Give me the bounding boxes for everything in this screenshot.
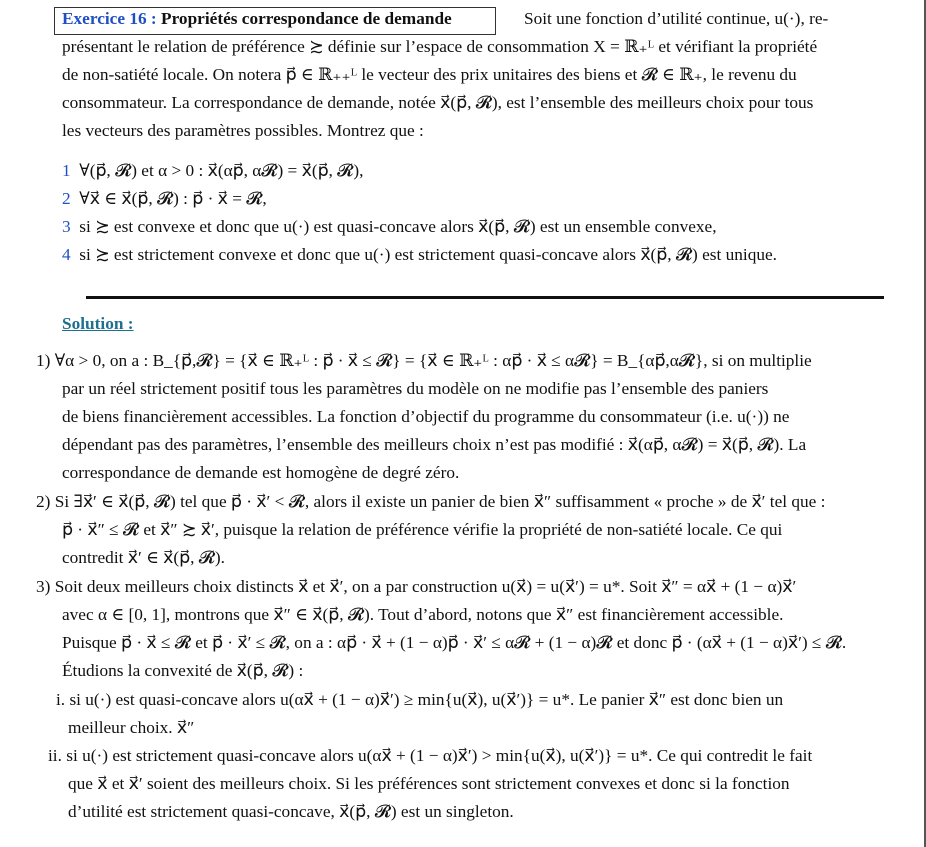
list-item-3: [62, 213, 717, 241]
solution-sub-i-line-1: meilleur choix. x⃗″: [68, 718, 195, 737]
list-item-4: [62, 241, 777, 269]
solution-sub-ii-line-1: que x⃗ et x⃗′ soient des meilleurs choix. Si les préférences sont strictement convexes et donc si la fonction: [68, 774, 790, 793]
solution-p3-line-2: Puisque p⃗ · x⃗ ≤ 𝓡 et p⃗ · x⃗′ ≤ 𝓡, on a : αp⃗ · x⃗ + (1 − α)p⃗ · x⃗′ ≤ α𝓡 + (1 − α)𝓡 et donc p⃗ · (αx⃗ + (1 − α)x⃗′) ≤ 𝓡.: [62, 633, 847, 652]
solution-heading: Solution :: [62, 314, 134, 333]
solution-p2-line-2: contredit x⃗′ ∈ x⃗(p⃗, 𝓡).: [62, 548, 225, 567]
exercise-title: [62, 5, 452, 33]
solution-p1-line-0: 1) ∀α > 0, on a : B_{p⃗,𝓡} = {x⃗ ∈ ℝ₊ᴸ : p⃗ · x⃗ ≤ 𝓡} = {x⃗ ∈ ℝ₊ᴸ : αp⃗ · x⃗ ≤ α𝓡} = B_{αp⃗,α𝓡}, si on multiplie: [36, 351, 812, 370]
intro-line-3: consommateur. La correspondance de demande, notée x⃗(p⃗, 𝓡), est l’ensemble des meilleurs choix pour tous: [62, 93, 814, 112]
item-number: 1: [62, 161, 71, 180]
list-item-2: [62, 185, 267, 213]
solution-p3-line-0: 3) Soit deux meilleurs choix distincts x⃗ et x⃗′, on a par construction u(x⃗) = u(x⃗′) = u*. Soit x⃗″ = αx⃗ + (1 − α)x⃗′: [36, 577, 797, 596]
separator-rule: [86, 296, 884, 299]
exercise-title-text: Propriétés correspondance de demande: [161, 9, 452, 28]
intro-line-0: Soit une fonction d’utilité continue, u(·), re-: [524, 9, 829, 28]
solution-p1-line-3: dépendant pas des paramètres, l’ensemble des meilleurs choix n’est pas modifié : x⃗(αp⃗, α𝓡) = x⃗(p⃗, 𝓡). La: [62, 435, 807, 454]
solution-p1-line-1: par un réel strictement positif tous les paramètres du modèle on ne modifie pas l’ensemble des paniers: [62, 379, 769, 398]
solution-p1-line-2: de biens financièrement accessibles. La fonction d’objectif du programme du consommateur (i.e. u(·)) ne: [62, 407, 790, 426]
solution-p1-line-4: correspondance de demande est homogène de degré zéro.: [62, 463, 460, 482]
item-number: 4: [62, 245, 71, 264]
item-text: ∀x⃗ ∈ x⃗(p⃗, 𝓡) : p⃗ · x⃗ = 𝓡,: [79, 189, 267, 208]
intro-line-1: présentant le relation de préférence ≿ définie sur l’espace de consommation X = ℝ₊ᴸ et vérifiant la propriété: [62, 37, 818, 56]
item-text: si ≿ est strictement convexe et donc que u(·) est strictement quasi-concave alors x⃗(p⃗, 𝓡) est unique.: [79, 245, 778, 264]
item-text: ∀(p⃗, 𝓡) et α > 0 : x⃗(αp⃗, α𝓡) = x⃗(p⃗, 𝓡),: [79, 161, 364, 180]
solution-p3-line-1: avec α ∈ [0, 1], montrons que x⃗″ ∈ x⃗(p⃗, 𝓡). Tout d’abord, notons que x⃗″ est financièrement accessible.: [62, 605, 784, 624]
solution-sub-ii-line-2: d’utilité est strictement quasi-concave, x⃗(p⃗, 𝓡) est un singleton.: [68, 802, 514, 821]
item-text: si ≿ est convexe et donc que u(·) est quasi-concave alors x⃗(p⃗, 𝓡) est un ensemble convexe,: [79, 217, 717, 236]
item-number: 3: [62, 217, 71, 236]
solution-sub-ii-line-0: ii. si u(·) est strictement quasi-concave alors u(αx⃗ + (1 − α)x⃗′) > min{u(x⃗), u(x⃗′)} = u*. Ce qui contredit le fait: [48, 746, 813, 765]
solution-p2-line-0: 2) Si ∃x⃗′ ∈ x⃗(p⃗, 𝓡) tel que p⃗ · x⃗′ < 𝓡, alors il existe un panier de bien x⃗″ suffisamment « proche » de x⃗′ tel que :: [36, 492, 826, 511]
solution-p2-line-1: p⃗ · x⃗″ ≤ 𝓡 et x⃗″ ≿ x⃗′, puisque la relation de préférence vérifie la propriété de non-satiété locale. Ce qui: [62, 520, 783, 539]
intro-line-4: les vecteurs des paramètres possibles. Montrez que :: [62, 121, 424, 140]
item-number: 2: [62, 189, 71, 208]
list-item-1: [62, 157, 363, 185]
solution-sub-i-line-0: i. si u(·) est quasi-concave alors u(αx⃗ + (1 − α)x⃗′) ≥ min{u(x⃗), u(x⃗′)} = u*. Le panier x⃗″ est donc bien un: [56, 690, 784, 709]
exercise-number: Exercice 16 :: [62, 9, 157, 28]
intro-line-2: de non-satiété locale. On notera p⃗ ∈ ℝ₊₊ᴸ le vecteur des prix unitaires des biens et 𝓡 ∈ ℝ₊, le revenu du: [62, 65, 797, 84]
solution-p3-line-3: Étudions la convexité de x⃗(p⃗, 𝓡) :: [62, 661, 304, 680]
